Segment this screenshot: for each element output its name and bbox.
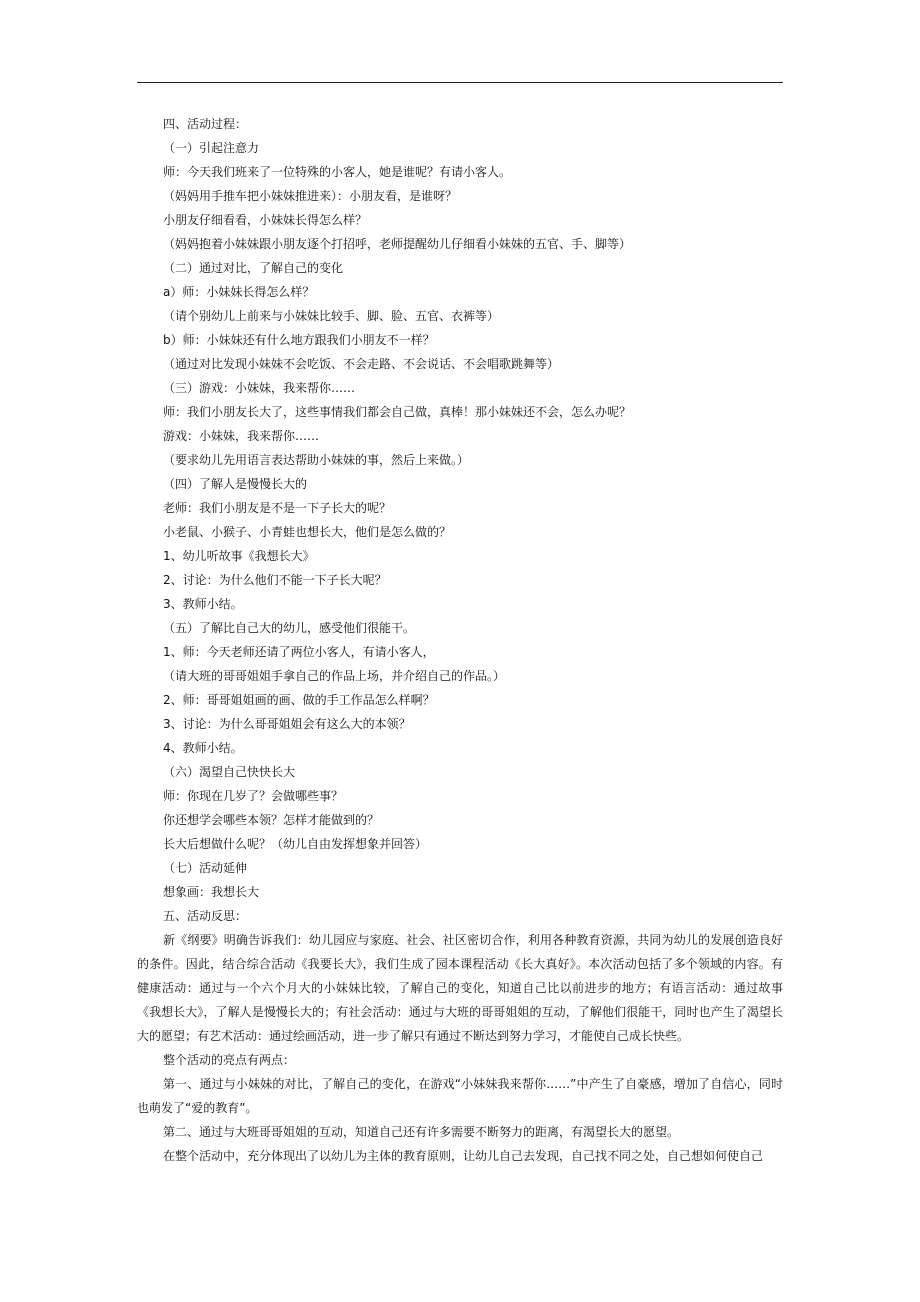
text-line: （请大班的哥哥姐姐手拿自己的作品上场，并介绍自己的作品。） [163,669,506,683]
subheading-eager-to-grow: （六）渴望自己快快长大 [163,765,296,779]
subheading-older-children: （五）了解比自己大的幼儿，感受他们很能干。 [163,621,416,635]
text-line: （妈妈抱着小妹妹跟小朋友逐个打招呼，老师提醒幼儿仔细看小妹妹的五官、手、脚等） [163,237,632,251]
document-body [137,112,783,1168]
reflection-paragraph: 在整个活动中，充分体现出了以幼儿为主体的教育原则，让幼儿自己去发现，自己找不同之处，自己想如何使自己 [163,1149,764,1163]
subheading-growing-slowly: （四）了解人是慢慢长大的 [163,477,308,491]
text-line: 游戏：小妹妹，我来帮你…… [163,429,320,443]
text-line: 小朋友仔细看看，小妹妹长得怎么样？ [163,213,368,227]
text-line: （要求幼儿先用语言表达帮助小妹妹的事，然后上来做。） [163,453,470,467]
text-line: 长大后想做什么呢？（幼儿自由发挥想象并回答） [163,837,428,851]
list-item: 4、教师小结。 [163,741,243,755]
subheading-extension: （七）活动延伸 [163,861,248,875]
text-line: 小老鼠、小猴子、小青蛙也想长大，他们是怎么做的？ [163,525,452,539]
reflection-paragraph: 整个活动的亮点有两点： [163,1053,296,1067]
text-line: a）师：小妹妹长得怎么样？ [163,285,315,299]
reflection-paragraph: 新《纲要》明确告诉我们：幼儿园应与家庭、社会、社区密切合作，利用各种教育资源，共同为幼儿的发展创造良好的条件。因此，结合综合活动《我要长大》，我们生成了园本课程活动《长大真好》。本次活动包括了多个领域的内容。有健康活动：通过与一个六个月大的小妹妹比较，了解自己的变化，知道自己比以前进步的地方；有语言活动：通过故事《我想长大》，了解人是慢慢长大的；有社会活动：通过与大班的哥哥姐姐的互动，了解他们很能干，同时也产生了渴望长大的愿望；有艺术活动：通过绘画活动，进一步了解只有通过不断达到努力学习，才能使自己成长快些。 [137,933,783,1043]
header-rule [137,82,783,83]
text-line: 师：我们小朋友长大了，这些事情我们都会自己做，真棒！那小妹妹还不会，怎么办呢？ [163,405,632,419]
list-item: 3、讨论：为什么哥哥姐姐会有这么大的本领？ [163,717,411,731]
reflection-paragraph: 第二、通过与大班哥哥姐姐的互动，知道自己还有许多需要不断努力的距离，有渴望长大的愿望。 [163,1125,680,1139]
text-line: 想象画：我想长大 [163,885,260,899]
text-line: 你还想学会哪些本领？怎样才能做到的？ [163,813,380,827]
list-item: 2、师：哥哥姐姐画的画、做的手工作品怎么样啊？ [163,693,435,707]
list-item: 1、师：今天老师还请了两位小客人，有请小客人， [163,645,435,659]
section-heading-process: 四、活动过程： [163,117,248,131]
text-line: 师：你现在几岁了？会做哪些事？ [163,789,344,803]
text-line: 师：今天我们班来了一位特殊的小客人，她是谁呢？有请小客人。 [163,165,512,179]
reflection-paragraph: 第一、通过与小妹妹的对比，了解自己的变化，在游戏“小妹妹我来帮你……”中产生了自豪感，增加了自信心，同时也萌发了“爱的教育”。 [137,1077,783,1115]
text-line: （妈妈用手推车把小妹妹推进来）：小朋友看，是谁呀？ [163,189,458,203]
list-item: 3、教师小结。 [163,597,243,611]
text-line: 老师：我们小朋友是不是一下子长大的呢？ [163,501,392,515]
text-line: （通过对比发现小妹妹不会吃饭、不会走路、不会说话、不会唱歌跳舞等） [163,357,560,371]
subheading-game: （三）游戏：小妹妹，我来帮你…… [163,381,356,395]
subheading-comparison: （二）通过对比，了解自己的变化 [163,261,344,275]
section-heading-reflection: 五、活动反思： [163,909,248,923]
list-item: 2、讨论：为什么他们不能一下子长大呢？ [163,573,387,587]
subheading-attention: （一）引起注意力 [163,141,260,155]
list-item: 1、幼儿听故事《我想长大》 [163,549,315,563]
text-line: b）师：小妹妹还有什么地方跟我们小朋友不一样？ [163,333,435,347]
text-line: （请个别幼儿上前来与小妹妹比较手、脚、脸、五官、衣裤等） [163,309,500,323]
